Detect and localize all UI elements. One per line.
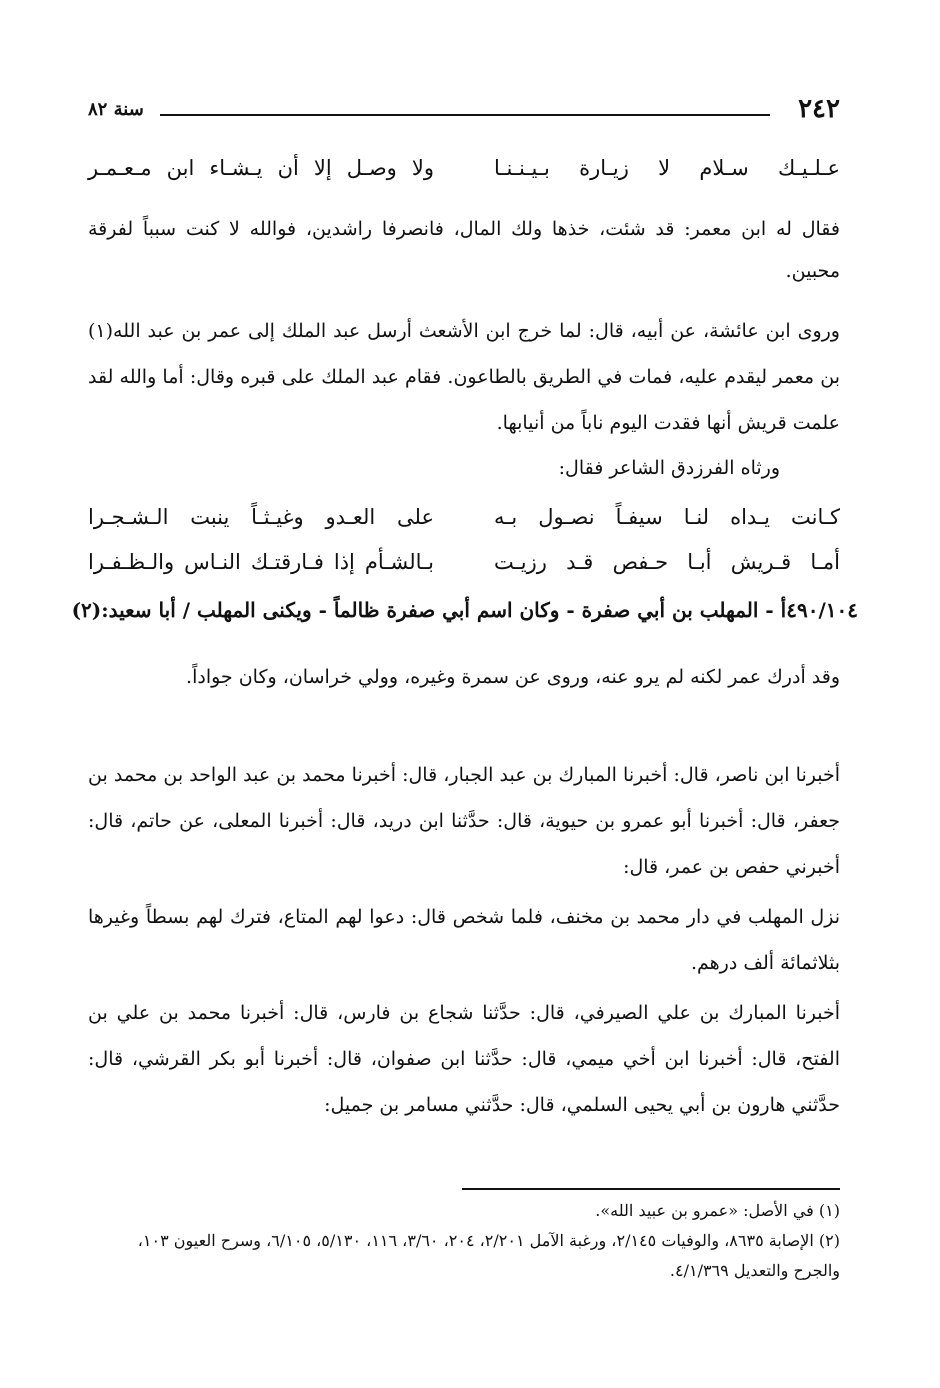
paragraph: نزل المهلب في دار محمد بن مخنف، فلما شخص قال: دعوا لهم المتاع، فترك لهم بسطاً وغيرها بثلاثمائة ألف درهم. [88, 906, 840, 974]
paragraph: وقد أدرك عمر لكنه لم يرو عنه، وروى عن سمرة وغيره، وولي خراسان، وكان جواداً. [186, 666, 840, 688]
running-header [88, 94, 840, 128]
verse-hemistich: بـالشـأم إذا فـارقتـك النـاس والـظـفـرا [88, 550, 434, 574]
header-rule [160, 114, 770, 116]
verse-hemistich: عـلـيـك سـلام لا زيـارة بـيـنـنـا [494, 156, 840, 180]
poem-verse [88, 156, 840, 192]
paragraph: أخبرنا المبارك بن علي الصيرفي، قال: حدَّثنا شجاع بن فارس، قال: أخبرنا محمد بن علي بن الفتح، قال: أخبرنا ابن أخي ميمي، قال: حدَّثنا ابن صفوان، قال: أخبرنا أبو بكر القرشي، قال: حدَّثني هارون بن أبي يحيى السلمي، قال: حدَّثني مسامر بن جميل: [88, 1002, 840, 1116]
footnote: (٢) الإصابة ٨٦٣٥، والوفيات ٢/١٤٥، ورغبة الآمل ٢/٢٠١، ٢٠٤، ٣/٦٠، ١١٦، ٥/١٣٠، ٦/١٠٥، وسرح العيون ١٠٣، والجرح والتعديل ٤/١/٣٦٩. [137, 1231, 840, 1280]
entry-heading: ٤٩٠/١٠٤أ - المهلب بن أبي صفرة - وكان اسم أبي صفرة ظالماً - ويكنى المهلب / أبا سعيد:(٢) [71, 598, 858, 622]
page-number: ٢٤٢ [798, 94, 840, 124]
paragraph: فقال له ابن معمر: قد شئت، خذها ولك المال، فانصرفا راشدين، فوالله لا كنت سبباً لفرقة محبين. [88, 218, 840, 282]
footnote-rule [462, 1188, 840, 1190]
footnote: (١) في الأصل: «عمرو بن عبيد الله». [595, 1201, 840, 1220]
paragraph: وروى ابن عائشة، عن أبيه، قال: لما خرج ابن الأشعث أرسل عبد الملك إلى عمر بن عبد الله(١) بن معمر ليقدم عليه، فمات في الطريق بالطاعون. فقام عبد الملك على قبره وقال: أما والله لقد علمت قريش أنها فقدت اليوم ناباً من أنيابها. [88, 320, 840, 434]
verse-hemistich: أمـا قـريش أبـا حـفص قـد رزيـت [494, 550, 840, 574]
footnotes [88, 1196, 840, 1286]
paragraph: أخبرنا ابن ناصر، قال: أخبرنا المبارك بن عبد الجبار، قال: أخبرنا محمد بن عبد الواحد بن محمد بن جعفر، قال: أخبرنا أبو عمرو بن حيوية، قال: حدَّثنا ابن دريد، قال: أخبرنا المعلى، عن حاتم، قال: أخبرني حفص بن عمر، قال: [88, 764, 840, 878]
year-label: سنة ٨٢ [88, 99, 144, 120]
verse-hemistich: على العـدو وغيـثـاً ينبت الـشـجـرا [88, 505, 434, 529]
poem-verse [88, 505, 840, 541]
paragraph: ورثاه الفرزدق الشاعر فقال: [558, 457, 780, 479]
poem-verse [88, 550, 840, 586]
verse-hemistich: ولا وصـل إلا أن يـشـاء ابن مـعـمـر [88, 156, 434, 180]
verse-hemistich: كـانت يـداه لنـا سيفـاً نصـول بـه [494, 505, 840, 529]
